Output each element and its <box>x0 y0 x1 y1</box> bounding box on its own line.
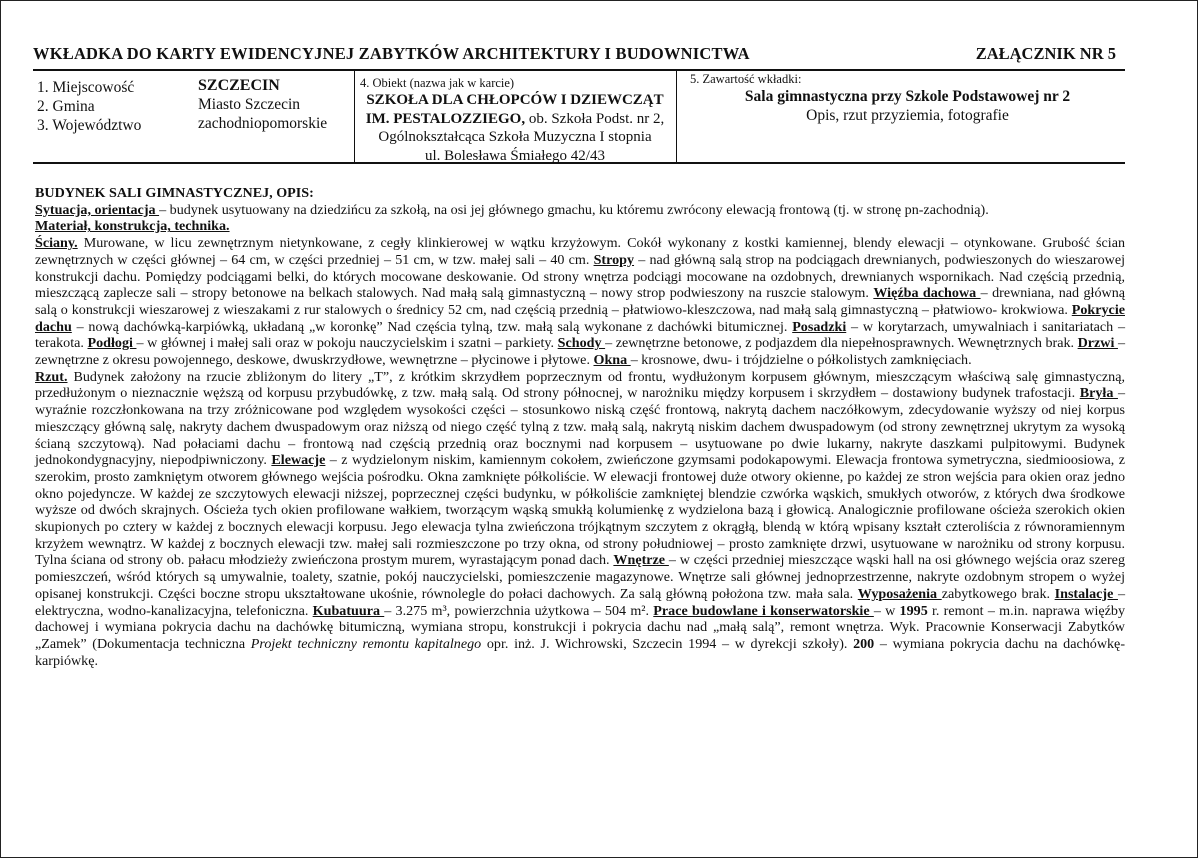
text-ceilings: – nad główną salą strop na podciągach drewnianych, podwieszonych do wieszarowej konstrukcji dachu. Pomiędzy podciągami belki, do których mocowane deskowanie. Od strony wnętrza podciągi mocowane na ozdobnych, drewnianych wspornikach. Nad częścią przednią, mieszczącą zaplecze sali – stropy betonowe na belkach stalowych. Nad małą salą gimnastyczną – nowy strop podwieszony na ruszcie stalowym. <box>35 251 1125 302</box>
key-roof-truss: Więźba dachowa <box>873 285 981 302</box>
works-document-title: Projekt techniczny remontu kapitalnego <box>250 635 482 652</box>
text-interior: – w części przedniej mieszczące wąski hall na osi głównego wejścia oraz szereg pomieszczeń, wśród których są umywalnie, toalety, szatnie, pokój nauczycielski, pomieszczenie magazynowe. Wnętrze sali głównej jednoprzestrzenne, nakryte ozdobnym stropem o wyżej opisanej konstrukcji. Części boczne stropu ukształtowane ukośnie, równolegle do połaci dachowych. Za salą główną położona tzw. mała sala. <box>35 552 1125 602</box>
paragraph-plan <box>35 369 1125 670</box>
key-material: Materiał, konstrukcja, technika. <box>35 218 230 235</box>
key-flooring: Podłogi <box>87 335 137 352</box>
text-windows: – krosnowe, dwu- i trójdzielne o półkolistych zamknięciach. <box>630 352 972 369</box>
object-alias: ob. Szkoła Podst. nr 2, <box>525 110 665 127</box>
key-installations: Instalacje <box>1054 585 1118 602</box>
key-volume: Kubatuura <box>312 602 385 619</box>
text-installations: – elektryczna, wodno-kanalizacyjna, telefoniczna. <box>35 585 1125 619</box>
text-works-2: opr. inż. J. Wichrowski, Szczecin 1994 – w dyrekcji szkoły). <box>481 635 854 652</box>
text-furnishings: zabytkowego brak. <box>941 585 1055 602</box>
paragraph-structure <box>35 235 1125 369</box>
object-address: ul. Bolesława Śmiałego 42/43 <box>425 147 605 164</box>
text-situation: – budynek usytuowany na dziedzińcu za szkołą, na osi jej głównego gmachu, ku któremu zwrócony elewacją frontową (tj. w stronę pn-zachodnią). <box>159 201 989 218</box>
paragraph-material <box>35 218 1125 235</box>
text-roofing: – nową dachówką-karpiówką, układaną „w koronkę” Nad częścia tylną, tzw. małą salą wykonane z dachówki bitumicznej. <box>71 318 793 335</box>
top-rule <box>33 69 1125 71</box>
text-massing: – wyraźnie rozczłonkowana na trzy zróżnicowane pod względem wysokości części – stosunkowo niską część frontową, nakrytą dachem naczółkowym, zdecydowanie wyższy od niej korpus mieszczący główną salę, nakryty dachem dwuspadowym oraz niższą od niego część tylną z tzw. małą salą, nakrytą niskim dachem dwuspadowym (od strony zewnętrznej ukrytym za wysoką ścianą szczytową). Nad połaciami dachu – frontową nad częścią przednią oraz bocznymi nad korpusem – usytuowane po dwie lukarny, nakryte daszkami pulpitowymi. Budynek jednokondygnacyjny, niepodpiwniczony. <box>35 385 1125 469</box>
value-commune: Miasto Szczecin <box>198 96 301 113</box>
text-works: r. remont – m.in. naprawa więźby dachowej i wymiana pokrycia dachu na dachówkę bitumiczną, wymiana stropu, konstrukcji i pokrycia dachu nad „małą salą”, remont wnętrza. Wyk. Pracownie Konserwacji Zabytków „Zamek” (Dokumentacja techniczna <box>35 602 1126 652</box>
contents-list: Opis, rzut przyziemia, fotografie <box>806 107 1009 124</box>
object-cell <box>356 76 674 165</box>
key-works: Prace budowlane i konserwatorskie <box>653 602 874 619</box>
label-commune: 2. Gmina <box>37 98 95 115</box>
text-doors: – zewnętrzne z okresu powojennego, deskowe, dwuskrzydłowe, wewnętrzne – płycinowe i płytowe. <box>35 335 1125 369</box>
contents-heading: 5. Zawartość wkładki: <box>690 72 802 86</box>
text-roof-truss: – drewniana, nad główną salą o konstrukcji wieszarowej z wieszakami z rur stalowych o średnicy 52 cm, nad częścią przednią – płatwiowo-kleszczowa, nad małą salą gimnastyczną – płatwiowo- krokwiowa. <box>35 285 1125 318</box>
key-furnishings: Wyposażenia <box>857 585 942 602</box>
key-stairs: Schody <box>557 335 606 352</box>
text-volume: – 3.275 m³, powierzchnia użytkowa – 504 m². <box>384 602 654 619</box>
text-walls: Murowane, w licu zewnętrznym nietynkowane, z cegły klinkierowej w wątku krzyżowym. Cokół wykonany z kostki kamiennej, blendy elewacji – otynkowane. Grubość ścian zewnętrznych w części głównej – 64 cm, w części przedniej – 51 cm, w tzw. małej sali – 40 cm. <box>35 235 1125 268</box>
column-divider <box>354 71 355 162</box>
label-voivodeship: 3. Województwo <box>37 117 142 134</box>
key-doors: Drzwi <box>1077 335 1118 352</box>
key-ceilings: Stropy <box>593 251 635 268</box>
key-situation: Sytuacja, orientacja <box>35 201 160 218</box>
text-works-3: – wymiana pokrycia dachu na dachówkę-karpiówkę. <box>35 635 1126 669</box>
description-body <box>35 185 1125 669</box>
location-values <box>198 76 327 133</box>
text-plan: Budynek założony na rzucie zbliżonym do litery „T”, z krótkim skrzydłem poprzecznym od frontu, wydłużonym korpusem głównym, mieszczącym właściwą salę gimnastyczną, przedłużonym o nieznacznie węższą od korpusu przybudówkę, z tzw. małą salą. Od strony północnej, w narożniku między korpusem i skrzydłem – dostawiony budynek trafostacji. <box>35 368 1125 402</box>
value-voivodeship: zachodniopomorskie <box>198 115 328 132</box>
column-divider <box>676 71 677 162</box>
annex-label: ZAŁĄCZNIK NR 5 <box>975 44 1116 63</box>
text-stairs: – zewnętrzne betonowe, z podjazdem dla niepełnosprawnych. Wewnętrznych brak. <box>605 335 1078 352</box>
key-plan: Rzut. <box>35 368 68 385</box>
text-floors: – w korytarzach, umywalniach i sanitariatach – terakota. <box>35 318 1125 352</box>
value-locality: SZCZECIN <box>198 77 280 94</box>
section-heading: BUDYNEK SALI GIMNASTYCZNEJ, OPIS: <box>35 185 314 201</box>
text-elevations: – z wydzielonym niskim, kamiennym cokołem, zwieńczone gzymsami podokapowymi. Elewacja frontowa symetryczna, siedmioosiowa, z szerokim, prosto zamkniętym otworem głównego wejścia pośrodku. Okna zamknięte półkoliście. W elewacji frontowej duże otwory okienne, po każdej ze stron wejścia para okien oraz jedno okno pojedyncze. W każdej ze szczytowych elewacji niższej, poprzecznej części budynku, w półkoliście zamkniętej blendzie czwórka wąskich, smukłych otworów, z których dwa środkowe wyższe od dwóch skrajnych. Ościeża tych okien profilowane wałkiem, tworzącym wąską smukłą kolumienkę z wydzielona bazą i głowicą. Analogicznie profilowane ościeża szerokich okien skupionych po cztery w każdej z bocznych elewacji korpusu. Jego elewacja tylna zwieńczona trójkątnym szczytem z okrągłą, blendą w którą wpisany kształt czteroliścia z równoramiennym krzyżem wewnątrz. W każdej z bocznych elewacji tzw. małej sali rozmieszczone po trzy okna, od strony południowej – prosto zamknięte drzwi, usytuowane w narożniku od strony korpusu. Tylna ściana od strony ob. pałacu młodzieży zwieńczona prostym murem, wyrastającym ponad dach. <box>35 452 1125 569</box>
paragraph-situation <box>35 202 1125 219</box>
key-massing: Bryła <box>1079 385 1118 402</box>
key-elevations: Elewacje <box>271 452 326 469</box>
key-floors: Posadzki <box>792 318 847 335</box>
location-labels <box>37 78 141 135</box>
object-patron: IM. PESTALOZZIEGO, <box>365 110 526 127</box>
key-interior: Wnętrze <box>613 552 669 569</box>
object-name-line3: Ogólnokształcąca Szkoła Muzyczna I stopnia <box>378 129 652 145</box>
key-walls: Ściany. <box>35 235 78 252</box>
page-title: WKŁADKA DO KARTY EWIDENCYJNEJ ZABYTKÓW ARCHITEKTURY I BUDOWNICTWA <box>33 44 750 63</box>
key-windows: Okna <box>593 352 631 369</box>
text-works-pre: – w <box>873 602 900 619</box>
object-name-line2 <box>356 110 674 129</box>
works-year-2: 200 <box>853 635 875 652</box>
text-flooring: – w głównej i małej sali oraz w pokoju nauczycielskim i szatni – parkiety. <box>136 335 558 352</box>
object-heading: 4. Obiekt (nazwa jak w karcie) <box>360 76 515 90</box>
contents-subject: Sala gimnastyczna przy Szkole Podstawowej nr 2 <box>744 88 1071 105</box>
contents-cell <box>690 72 1125 125</box>
object-name-line1: SZKOŁA DLA CHŁOPCÓW I DZIEWCZĄT <box>366 92 664 108</box>
label-locality: 1. Miejscowość <box>37 79 135 96</box>
key-roofing: Pokrycie dachu <box>35 301 1125 335</box>
works-year: 1995 <box>899 602 928 619</box>
